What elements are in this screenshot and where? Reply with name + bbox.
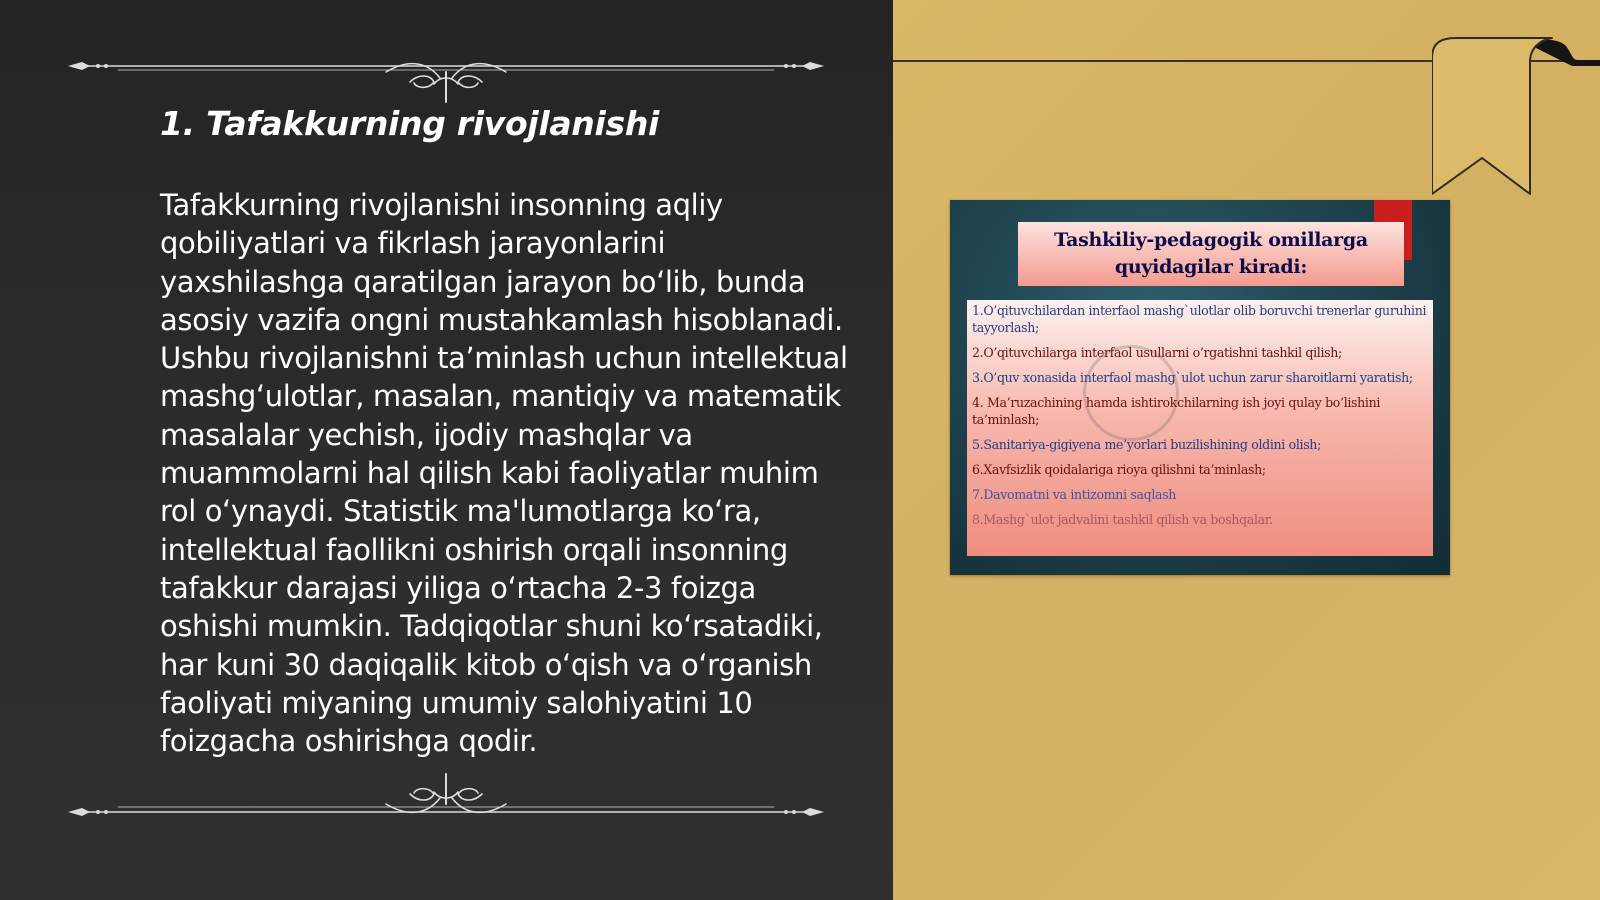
image-list bbox=[967, 300, 1433, 556]
image-header: Tashkiliy-pedagogik omillarga quyidagilar kiradi: bbox=[1018, 222, 1404, 286]
list-item: 2.O’qituvchilarga interfaol usullarni o’rgatishni tashkil qilish; bbox=[972, 345, 1342, 360]
list-item: 8.Mashg`ulot jadvalini tashkil qilish va boshqalar. bbox=[972, 512, 1273, 527]
list-item: 6.Xavfsizlik qoidalariga rioya qilishni ta’minlash; bbox=[972, 462, 1266, 477]
top-ornament-divider bbox=[68, 50, 824, 106]
slide-body-text: Tafakkurning rivojlanishi insonning aqliy qobiliyatlari va fikrlash jarayonlarini yaxshilashga qaratilgan jarayon bo‘lib, bunda asosiy vazifa ongni mustahkamlash hisoblanadi. Ushbu rivojlanishni ta’minlash uchun intellektual mashg‘ulotlar, masalan, mantiqiy va matematik masalalar yechish, ijodiy mashqlar va muammolarni hal qilish kabi faoliyatlar muhim rol o‘ynaydi. Statistik ma'lumotlarga ko‘ra, intellektual faollikni oshirish orqali insonning tafakkur darajasi yiliga o‘rtacha 2-3 foizga oshishi mumkin. Tadqiqotlar shuni ko‘rsatadiki, har kuni 30 daqiqalik kitob o‘qish va o‘rganish faoliyati miyaning umumiy salohiyatini 10 foizgacha oshirishga qodir. bbox=[160, 188, 848, 759]
bookmark-ribbon-icon bbox=[1432, 34, 1600, 200]
bottom-ornament-divider bbox=[68, 770, 824, 826]
list-item: 7.Davomatni va intizomni saqlash bbox=[972, 487, 1177, 502]
watermark-seal-icon bbox=[1083, 345, 1179, 441]
embedded-slide-image bbox=[950, 200, 1450, 575]
list-item: 5.Sanitariya-gigiyena me’yorlari buzilishining oldini olish; bbox=[972, 437, 1321, 452]
list-item: 1.O’qituvchilardan interfaol mashg`ulotlar olib boruvchi trenerlar guruhini tayyorlash; bbox=[972, 303, 1427, 335]
list-item: 3.O’quv xonasida interfaol mashg`ulot uchun zarur sharoitlarni yaratish; bbox=[972, 370, 1413, 385]
list-item: 4. Ma’ruzachining hamda ishtirokchilarning ish joyi qulay bo’lishini ta’minlash; bbox=[972, 395, 1381, 427]
slide-title: 1. Tafakkurning rivojlanishi bbox=[160, 104, 660, 143]
